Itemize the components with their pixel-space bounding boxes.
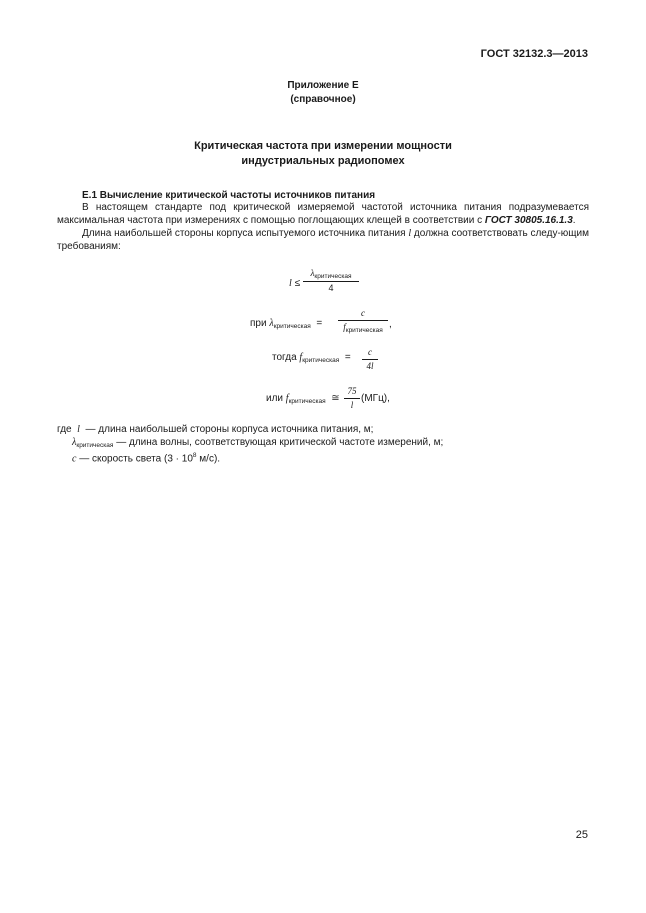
equals-sign: =	[344, 352, 351, 363]
section-title-line1: Критическая частота при измерении мощности	[194, 140, 452, 152]
lambda-symbol: λ	[269, 318, 274, 329]
c-definition-b: м/с).	[196, 453, 221, 465]
c-symbol: c	[361, 308, 365, 318]
fraction-bar	[338, 320, 388, 321]
gde-word: где	[57, 424, 72, 435]
document-code: ГОСТ 32132.3—2013	[480, 48, 588, 60]
lambda-definition: — длина волны, соответствующая критической частоте измерений, м;	[116, 437, 444, 448]
c-symbol: c	[72, 453, 77, 465]
l-symbol: l	[77, 424, 80, 435]
paragraph-2-text-a: Длина наибольшей стороны корпуса испытуемого источника питания	[82, 228, 406, 239]
standard-reference: ГОСТ 30805.16.1.3	[484, 215, 573, 226]
paragraph-1	[57, 201, 589, 227]
critical-subscript: критическая	[314, 273, 352, 280]
f-symbol: f	[285, 393, 289, 404]
c-symbol: c	[368, 347, 372, 357]
formula-4-unit: (МГц),	[361, 393, 390, 404]
critical-subscript: критическая	[302, 357, 340, 364]
critical-subscript: критическая	[288, 398, 326, 405]
paragraph-2-text-c: ющим требованиям:	[57, 228, 589, 252]
l-symbol: l	[289, 278, 292, 289]
formula-4-numerator: 75	[347, 386, 357, 396]
fraction-bar	[303, 281, 359, 282]
appendix-subtitle: (справочное)	[290, 94, 356, 105]
where-lambda-line	[72, 437, 443, 448]
paragraph-2	[57, 227, 589, 253]
l-definition: — длина наибольшей стороны корпуса источника питания, м;	[85, 424, 374, 435]
formula-2-comma: ,	[389, 319, 392, 330]
where-l-line	[57, 424, 373, 435]
le-sign: ≤	[294, 278, 301, 289]
paragraph-1-line2: максимальная частота при измерениях с помощью поглощающих клещей в соответствии с	[57, 215, 483, 226]
paragraph-2-text-b: должна соответствовать следу-	[413, 228, 561, 239]
page-number: 25	[575, 829, 588, 841]
where-c-line	[72, 452, 220, 464]
c-definition-a: — скорость света (3 · 10	[79, 453, 193, 465]
approx-sign: ≅	[331, 393, 340, 404]
c-exponent: 8	[192, 452, 197, 459]
formula-2-fraction	[338, 308, 388, 334]
formula-2-lhs	[250, 318, 322, 329]
formula-1-fraction	[303, 268, 359, 294]
equals-sign: =	[316, 318, 323, 329]
f-symbol: f	[343, 322, 346, 332]
formula-4-lhs	[266, 393, 340, 404]
clause-heading: Е.1 Вычисление критической частоты источников питания	[82, 190, 376, 201]
formula-3-lhs	[272, 352, 351, 363]
formula-4-fraction	[344, 386, 360, 411]
paragraph-1-line1: В настоящем стандарте под критической измеряемой частотой источника питания подразумевается	[82, 202, 589, 213]
lambda-symbol: λ	[72, 437, 77, 448]
fraction-bar	[362, 359, 378, 360]
togda-word: тогда	[272, 352, 297, 363]
formula-1-lhs	[289, 278, 300, 289]
section-title-line2: индустриальных радиопомех	[241, 155, 405, 167]
lambda-symbol: λ	[310, 268, 315, 278]
f-symbol: f	[299, 352, 303, 363]
fraction-bar	[344, 398, 360, 399]
pri-word: при	[250, 318, 267, 329]
critical-subscript: критическая	[76, 442, 114, 449]
formula-4-denominator: l	[350, 400, 354, 410]
critical-subscript: критическая	[273, 323, 311, 330]
paragraph-1-end: .	[572, 215, 576, 226]
formula-3-fraction	[362, 347, 378, 372]
l-symbol: l	[408, 228, 412, 239]
appendix-title: Приложение Е	[287, 80, 359, 91]
formula-1-denominator: 4	[328, 283, 334, 293]
ili-word: или	[266, 393, 284, 404]
critical-subscript: критическая	[345, 327, 383, 334]
formula-3-denominator: 4l	[366, 361, 374, 371]
